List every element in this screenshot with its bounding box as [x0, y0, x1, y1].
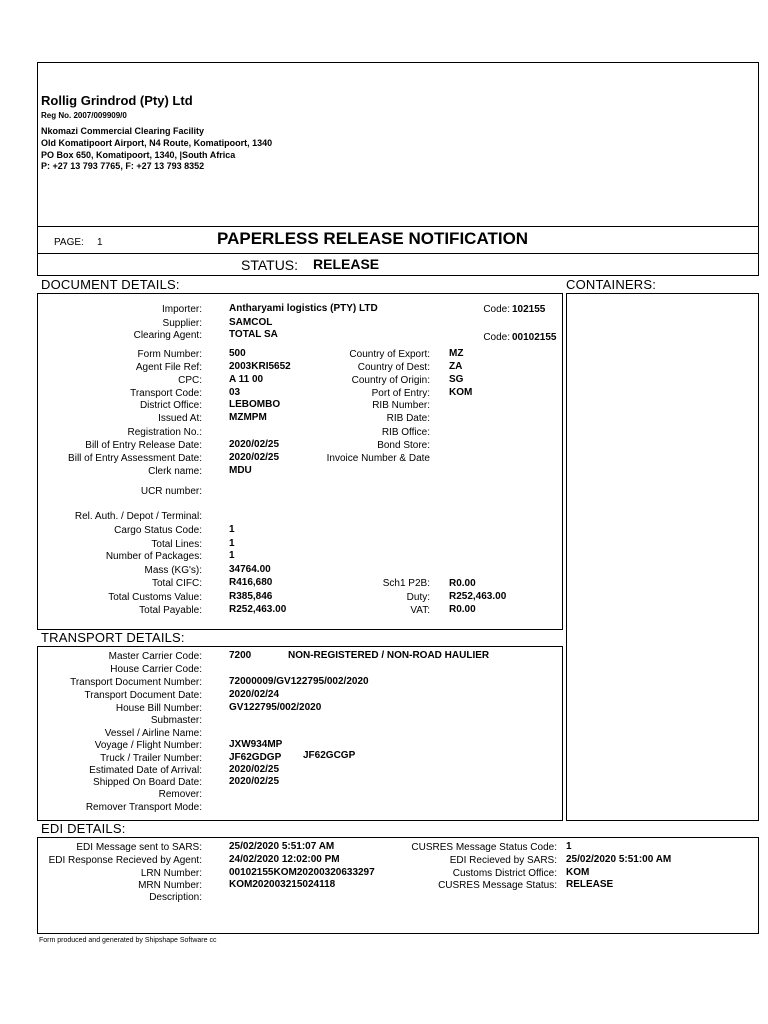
- country-of-export-label: Country of Export:: [349, 349, 430, 360]
- total-cifc-value: R416,680: [229, 577, 273, 588]
- status-label: STATUS:: [241, 257, 299, 273]
- edi-response-recieved-by-agent-value: 24/02/2020 12:02:00 PM: [229, 854, 340, 865]
- clerk-name-label: Clerk name:: [148, 466, 202, 477]
- section-edi-details: EDI DETAILS:: [41, 821, 126, 836]
- customs-district-office-value: KOM: [566, 867, 590, 878]
- number-of-packages-value: 1: [229, 550, 235, 561]
- form-number-label: Form Number:: [137, 349, 202, 360]
- cusres-message-status-value: RELEASE: [566, 879, 614, 890]
- sch1-value: R0.00: [449, 578, 476, 589]
- containers-box: [566, 293, 759, 821]
- country-of-dest-label: Country of Dest:: [357, 362, 430, 373]
- description-label: Description:: [149, 892, 202, 903]
- cusres-message-status-label: CUSRES Message Status:: [438, 880, 557, 891]
- bond-store-label: Bond Store:: [377, 440, 430, 451]
- mrn-number-value: KOM202003215024118: [229, 879, 336, 890]
- submaster-label: Submaster:: [150, 715, 202, 726]
- total-lines-label: Total Lines:: [151, 539, 202, 550]
- truck-trailer-number-label: Truck / Trailer Number:: [100, 753, 202, 764]
- cusres-message-status-code-label: CUSRES Message Status Code:: [411, 842, 557, 853]
- transport-document-number-value: 72000009/GV122795/002/2020: [229, 676, 369, 687]
- status-value: RELEASE: [313, 256, 380, 272]
- transport-document-number-label: Transport Document Number:: [70, 677, 202, 688]
- port-of-entry-value: KOM: [449, 387, 473, 398]
- ucr-label: UCR number:: [140, 486, 202, 497]
- duty-label: Duty:: [406, 592, 430, 603]
- section-containers: CONTAINERS:: [566, 277, 657, 292]
- carrier-name: NON-REGISTERED / NON-ROAD HAULIER: [288, 650, 490, 661]
- estimated-date-of-arrival-label: Estimated Date of Arrival:: [89, 765, 202, 776]
- cargo-status-code-label: Cargo Status Code:: [114, 525, 202, 536]
- agent-file-ref-value: 2003KRI5652: [229, 361, 291, 372]
- transport-code-value: 03: [229, 387, 241, 398]
- importer-label: Importer:: [161, 304, 202, 315]
- vessel-airline-name-label: Vessel / Airline Name:: [104, 728, 202, 739]
- cargo-status-code-value: 1: [229, 524, 235, 535]
- registration-no-label: Registration No.:: [127, 427, 202, 438]
- clearing-agent-value: TOTAL SA: [229, 329, 278, 340]
- clerk-name-value: MDU: [229, 465, 252, 476]
- company-address-1: Old Komatipoort Airport, N4 Route, Komatipoort, 1340: [41, 138, 273, 148]
- page-title: PAPERLESS RELEASE NOTIFICATION: [217, 229, 529, 248]
- shipped-on-board-date-label: Shipped On Board Date:: [93, 777, 202, 788]
- lrn-number-label: LRN Number:: [140, 868, 202, 879]
- lrn-number-value: 00102155KOM20200320633297: [229, 867, 375, 878]
- edi-message-sent-to-sars-label: EDI Message sent to SARS:: [76, 842, 202, 853]
- country-of-origin-label: Country of Origin:: [351, 375, 430, 386]
- number-of-packages-label: Number of Packages:: [105, 551, 202, 562]
- form-number-value: 500: [229, 348, 246, 359]
- invoice-number-date-label: Invoice Number & Date: [326, 453, 430, 464]
- voyage-flight-number-value: JXW934MP: [229, 739, 283, 750]
- total-lines-value: 1: [229, 538, 235, 549]
- importer-code-label: Code:: [483, 304, 510, 315]
- page-number: 1: [97, 237, 103, 248]
- transport-document-date-label: Transport Document Date:: [84, 690, 202, 701]
- total-customs-value-label: Total Customs Value:: [108, 592, 202, 603]
- bill-of-entry-release-date-value: 2020/02/25: [229, 439, 280, 450]
- section-document-details: DOCUMENT DETAILS:: [41, 277, 180, 292]
- master-carrier-code-label: Master Carrier Code:: [108, 651, 202, 662]
- shipped-on-board-date-value: 2020/02/25: [229, 776, 280, 787]
- country-of-dest-value: ZA: [449, 361, 463, 372]
- cusres-message-status-code-value: 1: [566, 841, 572, 852]
- district-office-value: LEBOMBO: [229, 399, 281, 410]
- rib-date-label: RIB Date:: [386, 413, 430, 424]
- cpc-label: CPC:: [178, 375, 202, 386]
- issued-at-label: Issued At:: [158, 413, 202, 424]
- trailer-number-2: JF62GCGP: [303, 750, 356, 761]
- clearing-agent-label: Clearing Agent:: [133, 330, 202, 341]
- edi-recieved-by-sars-value: 25/02/2020 5:51:00 AM: [566, 854, 672, 865]
- mass-kg-s-label: Mass (KG's):: [144, 565, 202, 576]
- bill-of-entry-release-date-label: Bill of Entry Release Date:: [85, 440, 202, 451]
- bill-of-entry-assessment-date-label: Bill of Entry Assessment Date:: [68, 453, 202, 464]
- total-payable-value: R252,463.00: [229, 604, 287, 615]
- agent-code-label: Code:: [483, 332, 510, 343]
- total-cifc-label: Total CIFC:: [151, 578, 202, 589]
- house-bill-number-value: GV122795/002/2020: [229, 702, 322, 713]
- edi-response-recieved-by-agent-label: EDI Response Recieved by Agent:: [48, 855, 202, 866]
- supplier-value: SAMCOL: [229, 317, 273, 328]
- company-facility: Nkomazi Commercial Clearing Facility: [41, 126, 205, 136]
- edi-message-sent-to-sars-value: 25/02/2020 5:51:07 AM: [229, 841, 335, 852]
- rel-auth-depot-terminal-label: Rel. Auth. / Depot / Terminal:: [74, 511, 202, 522]
- total-customs-value-value: R385,846: [229, 591, 273, 602]
- house-bill-number-label: House Bill Number:: [115, 703, 202, 714]
- port-of-entry-label: Port of Entry:: [371, 388, 430, 399]
- rib-office-label: RIB Office:: [381, 427, 430, 438]
- agent-code-value: 00102155: [512, 332, 557, 343]
- company-name: Rollig Grindrod (Pty) Ltd: [41, 93, 193, 108]
- district-office-label: District Office:: [139, 400, 202, 411]
- mrn-number-label: MRN Number:: [138, 880, 202, 891]
- company-reg: Reg No. 2007/009909/0: [41, 111, 127, 120]
- importer-code-value: 102155: [512, 304, 546, 315]
- country-of-origin-value: SG: [449, 374, 464, 385]
- truck-trailer-number-value: JF62GDGP: [229, 752, 282, 763]
- vat-label: VAT:: [410, 605, 430, 616]
- company-address-2: PO Box 650, Komatipoort, 1340, |South Africa: [41, 150, 236, 160]
- house-carrier-code-label: House Carrier Code:: [110, 664, 202, 675]
- company-phone: P: +27 13 793 7765, F: +27 13 793 8352: [41, 161, 205, 171]
- supplier-label: Supplier:: [162, 318, 202, 329]
- section-transport-details: TRANSPORT DETAILS:: [41, 630, 185, 645]
- page-label: PAGE:: [54, 237, 84, 248]
- remover-label: Remover:: [158, 789, 202, 800]
- voyage-flight-number-label: Voyage / Flight Number:: [94, 740, 202, 751]
- remover-transport-mode-label: Remover Transport Mode:: [85, 802, 202, 813]
- vat-value: R0.00: [449, 604, 476, 615]
- status-box: [37, 253, 759, 276]
- transport-document-date-value: 2020/02/24: [229, 689, 280, 700]
- country-of-export-value: MZ: [449, 348, 464, 359]
- customs-district-office-label: Customs District Office:: [452, 868, 557, 879]
- estimated-date-of-arrival-value: 2020/02/25: [229, 764, 280, 775]
- agent-file-ref-label: Agent File Ref:: [135, 362, 202, 373]
- footer-note: Form produced and generated by Shipshape Software cc: [39, 937, 217, 944]
- cpc-value: A 11 00: [229, 374, 264, 385]
- importer-value: Antharyami logistics (PTY) LTD: [229, 303, 378, 314]
- bill-of-entry-assessment-date-value: 2020/02/25: [229, 452, 280, 463]
- duty-value: R252,463.00: [449, 591, 507, 602]
- issued-at-value: MZMPM: [229, 412, 267, 423]
- rib-number-label: RIB Number:: [372, 400, 430, 411]
- master-carrier-code-value: 7200: [229, 650, 252, 661]
- transport-code-label: Transport Code:: [130, 388, 202, 399]
- edi-recieved-by-sars-label: EDI Recieved by SARS:: [449, 855, 557, 866]
- sch1-label: Sch1 P2B:: [382, 578, 430, 589]
- mass-kg-s-value: 34764.00: [229, 564, 271, 575]
- total-payable-label: Total Payable:: [139, 605, 202, 616]
